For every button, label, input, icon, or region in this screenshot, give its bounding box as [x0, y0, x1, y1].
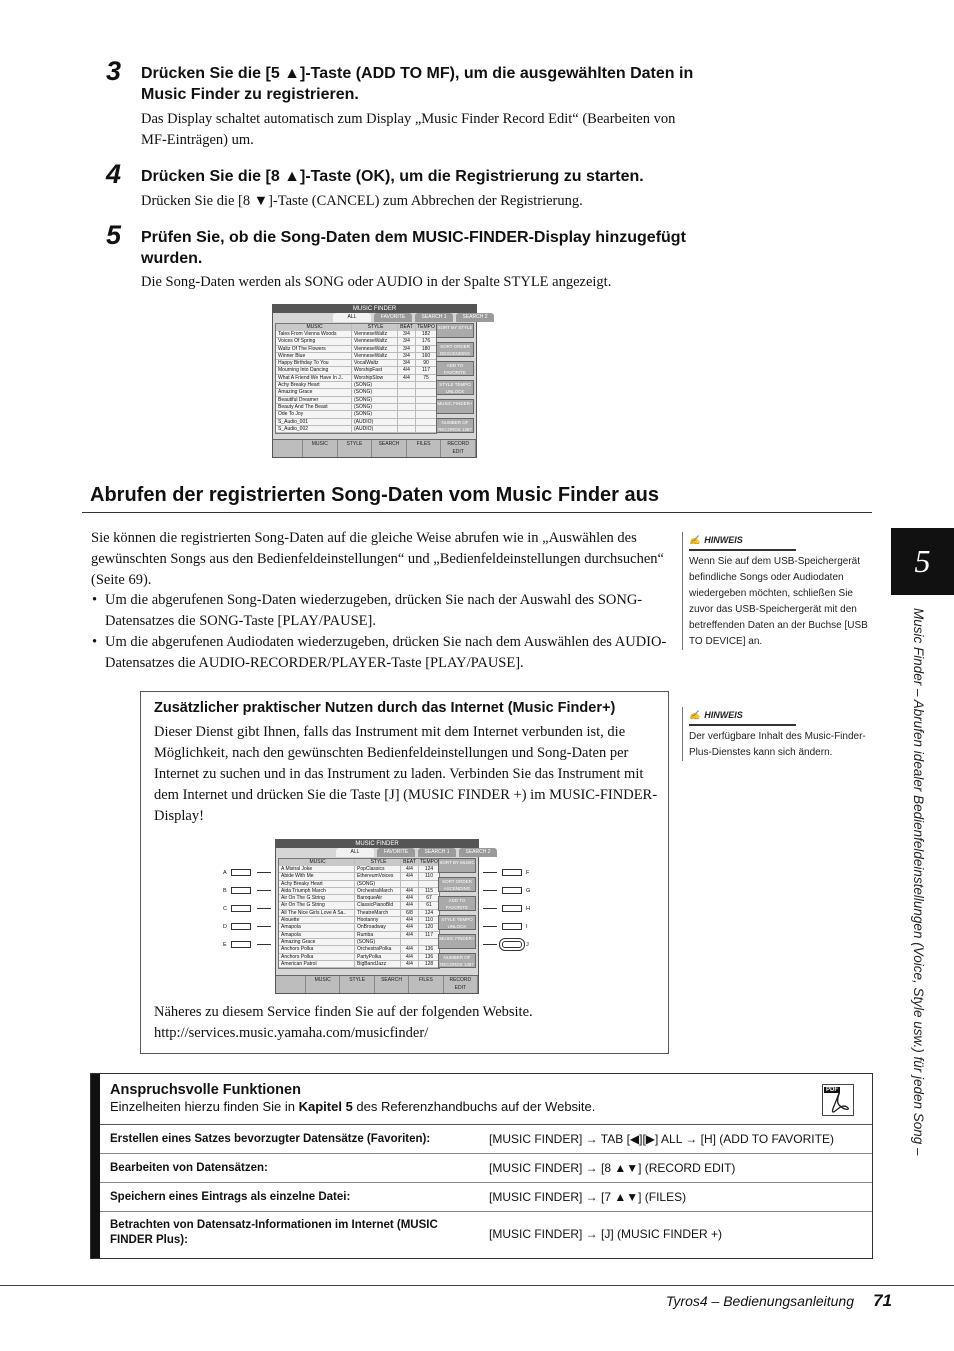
pointer-line [483, 908, 497, 909]
pointer-line [483, 872, 497, 873]
screen-table-cell [416, 426, 436, 432]
screen-table-cell [401, 881, 419, 887]
box-footer [154, 1002, 659, 1044]
screen-table-row[interactable] [276, 389, 436, 396]
row-label: Betrachten von Datensatz-Informationen im Internet (MUSIC FINDER Plus): [110, 1219, 438, 1246]
pointer-line [483, 890, 497, 891]
screen-bottom-cell[interactable]: RECORD EDIT [441, 440, 476, 457]
screen-side-button[interactable]: ADD TO FAVORITE [438, 896, 476, 911]
screen-table-cell: Voices Of Spring [276, 338, 352, 344]
row-label: Erstellen eines Satzes bevorzugter Datensätze (Favoriten): [110, 1133, 431, 1145]
screen-table-row[interactable] [279, 888, 439, 895]
screen-table-cell: Waltz Of The Flowers [276, 346, 352, 352]
col-tempo: TEMPO [420, 859, 438, 865]
note-header [689, 532, 796, 551]
screen-table-row[interactable] [276, 397, 436, 404]
screen-table-cell: 4/4 [401, 924, 419, 930]
col-music: MUSIC [276, 324, 352, 331]
panel-button[interactable] [231, 869, 251, 876]
screen-table-cell [416, 411, 436, 417]
screen-table-cell: Air On The G String [279, 902, 355, 908]
screen-table-cell: Alouette [279, 917, 355, 923]
screen-table-cell: WorshipSlow [352, 375, 398, 381]
step-4-heading: Drücken Sie die [8 ▲]-Taste (OK), um die Registrierung zu starten. [141, 168, 644, 185]
screen-table-row[interactable] [276, 426, 436, 433]
screen-bottom-cell[interactable]: SEARCH [372, 440, 407, 457]
website-link[interactable]: http://services.music.yamaha.com/musicfinder/ [154, 1025, 429, 1041]
screen-table-cell: 128 [424, 960, 434, 967]
panel-button-letter: H [526, 906, 530, 912]
footer-text [666, 1293, 854, 1309]
screen-table-cell: 136 [424, 946, 434, 953]
step-3-body: Das Display schaltet automatisch zum Display „Music Finder Record Edit“ (Bearbeiten von MF-Einträgen) um. [141, 111, 676, 148]
bullet-dot: • [92, 634, 98, 650]
table-side-bar [91, 1074, 100, 1258]
panel-button[interactable] [231, 923, 251, 930]
step-5-body: Die Song-Daten werden als SONG oder AUDIO in der Spalte STYLE angezeigt. [141, 274, 612, 290]
screen-table-cell: 4/4 [398, 375, 416, 381]
screen-bottom-cell[interactable]: STYLE [338, 440, 373, 457]
screen-table-cell: 67 [426, 895, 432, 902]
screen-table-cell: 110 [425, 873, 433, 880]
screen-bottom-cell[interactable]: FILES [409, 976, 443, 993]
panel-button[interactable] [502, 923, 522, 930]
screen-table-cell [398, 404, 416, 410]
footer-rule [0, 1285, 954, 1286]
screen-table-cell: (SONG) [352, 411, 398, 417]
screen-side-button[interactable]: MUSIC FINDER+ [438, 934, 476, 949]
page-number: 71 [873, 1291, 892, 1310]
screen-table-cell: Amapola [279, 932, 355, 938]
bullet-text: Um die abgerufenen Song-Daten wiederzugeben, drücken Sie nach der Auswahl des SONG-Datensatzes die SONG-Taste [PLAY/PAUSE]. [105, 592, 643, 629]
screen-side-button[interactable]: SORT BY MUSIC [438, 858, 476, 873]
panel-button-letter: A [223, 870, 227, 876]
screen-table-row[interactable] [276, 375, 436, 382]
screen-table-cell: S_Audio_001 [276, 419, 352, 425]
screen-table-cell: (SONG) [355, 881, 401, 887]
screen-tab: FAVORITE [374, 313, 412, 322]
panel-button[interactable] [502, 887, 522, 894]
pencil-icon: ✍ [689, 710, 701, 720]
screen-table-row[interactable] [279, 895, 439, 902]
table-row [100, 1212, 872, 1258]
screen-tab: SEARCH 1 [418, 848, 456, 857]
screen-table-row[interactable] [276, 353, 436, 360]
screen-table-cell: Winner Blue [276, 353, 352, 359]
pointer-line [257, 926, 271, 927]
screen-table-cell: 117 [422, 367, 430, 374]
screen-bottom-bar [273, 439, 476, 457]
note-label: HINWEIS [704, 710, 743, 720]
screen-table-row[interactable] [279, 946, 439, 953]
note-header [689, 707, 796, 726]
screen-table-cell: OrchestraPolka [355, 946, 401, 952]
step-4-body: Drücken Sie die [8 ▼]-Taste (CANCEL) zum Abbrechen der Registrierung. [141, 193, 583, 209]
screen-tab: SEARCH 1 [415, 313, 453, 322]
screen-table-cell: OrchestraMarch [355, 888, 401, 894]
screen-table-cell: Tales From Vienna Woods [276, 331, 352, 337]
note-text: Wenn Sie auf dem USB-Speichergerät befindliche Songs oder Audiodaten wiedergeben möchten, schließen Sie zuvor das USB-Speichergerät mit den betreffenden Daten an der Buchse [USB TO DEVICE] an. [689, 556, 868, 647]
screen-table-cell: 120 [424, 924, 434, 931]
table-row [100, 1154, 872, 1183]
screen-table-cell [416, 404, 436, 410]
screen-table-cell [398, 389, 416, 395]
advanced-functions-table [90, 1073, 873, 1259]
box-footer-text: Näheres zu diesem Service finden Sie auf der folgenden Website. [154, 1004, 533, 1020]
screen-table-cell: VienneseWaltz [352, 331, 398, 337]
panel-button-letter: J [526, 942, 529, 948]
screen-table-cell: 180 [421, 345, 431, 352]
music-finder-screenshot-1 [272, 304, 488, 458]
screen-table-row[interactable] [276, 338, 436, 345]
screen-table-row[interactable] [279, 954, 439, 961]
screen-table-cell: Beautiful Dreamer [276, 397, 352, 403]
screen-table-cell: 3/4 [398, 360, 416, 366]
screen-table-cell: (SONG) [352, 389, 398, 395]
screen-table-cell [416, 419, 436, 425]
screen-table-cell [419, 881, 439, 887]
screen-table-cell [398, 397, 416, 403]
step-3-number: 3 [106, 56, 122, 86]
panel-button[interactable] [502, 941, 522, 948]
music-finder-screenshot-2 [275, 839, 491, 994]
screen-table-cell: 4/4 [401, 888, 419, 894]
screen-side-button[interactable]: NUMBER OF RECORDS 1357 [436, 418, 474, 433]
screen-table-row[interactable] [279, 961, 439, 968]
bullet-item [91, 632, 671, 674]
screen-table-cell: 4/4 [401, 932, 419, 938]
note-label: HINWEIS [704, 535, 743, 545]
pointer-line [483, 926, 497, 927]
screen-bottom-cell[interactable] [273, 440, 303, 457]
subtitle-text: Einzelheiten hierzu finden Sie in [110, 1099, 299, 1114]
screen-table-cell: S_Audio_002 [276, 426, 352, 432]
pointer-line [483, 944, 497, 945]
row-value: [MUSIC FINDER] → [8 ▲▼] (RECORD EDIT) [489, 1161, 736, 1175]
row-label: Speichern eines Eintrags als einzelne Datei: [110, 1191, 351, 1203]
screen-tabs [273, 313, 488, 322]
screen-bottom-cell[interactable] [276, 976, 306, 993]
col-style: STYLE [352, 324, 398, 331]
screen-table-row[interactable] [279, 910, 439, 917]
screen-table-cell: 124 [424, 909, 434, 916]
screen-table-cell: Anchors Polka [279, 946, 355, 952]
panel-button-letter: B [223, 888, 227, 894]
screen-table-row[interactable] [276, 367, 436, 374]
screen-tab: ALL [336, 848, 374, 857]
screen-table-cell: Mourning Into Dancing [276, 367, 352, 373]
note-music-finder-plus [682, 707, 872, 761]
pdf-label: PDF [826, 1087, 838, 1093]
screen-table-cell: VienneseWaltz [352, 353, 398, 359]
row-value: [MUSIC FINDER] → TAB [◀][▶] ALL → [H] (ADD TO FAVORITE) [489, 1132, 834, 1146]
screen-table-cell: 117 [425, 931, 433, 938]
screen-table-cell: Hootanny [355, 917, 401, 923]
screen-table-cell: Ode To Joy [276, 411, 352, 417]
pointer-line [257, 890, 271, 891]
subtitle-text: des Referenzhandbuchs auf der Website. [352, 1099, 596, 1114]
row-value: [MUSIC FINDER] → [J] (MUSIC FINDER +) [489, 1227, 723, 1241]
screen-table-cell: Rumba [355, 932, 401, 938]
screen-table-row[interactable] [276, 382, 436, 389]
screen-table-cell: PartyPolka [355, 954, 401, 960]
pdf-icon [822, 1084, 854, 1116]
screen-table-cell: 75 [423, 374, 429, 381]
subtitle-chapter: Kapitel 5 [298, 1099, 353, 1114]
panel-button[interactable] [502, 905, 522, 912]
screen-table-cell: (AUDIO) [352, 426, 398, 432]
screen-side-button[interactable]: SORT ORDER DESCENDING [436, 342, 474, 357]
screen-bottom-cell[interactable]: SEARCH [375, 976, 409, 993]
screen-table-cell: 182 [421, 331, 431, 337]
section-rule [82, 512, 872, 513]
intro-paragraph: Sie können die registrierten Song-Daten auf die gleiche Weise abrufen wie in „Auswählen des gewünschten Songs aus den Bedienfeldeinstellungen“ und „Bedienfeldeinstellungen durchsuchen“ (Seite 69). [91, 530, 664, 588]
screen-bottom-cell[interactable]: FILES [407, 440, 442, 457]
screen-table-cell [398, 419, 416, 425]
screen-table-cell: (SONG) [352, 397, 398, 403]
box-body: Dieser Dienst gibt Ihnen, falls das Instrument mit dem Internet verbunden ist, die Möglichkeit, nach den gewünschten Bedienfeldeinstellungen und Song-Daten per Internet zu suchen und in das Instrument zu laden. Verbinden Sie das Instrument mit dem Internet und drücken Sie die Taste [J] (MUSIC FINDER +) im MUSIC-FINDER-Display! [154, 724, 658, 824]
screen-table-row[interactable] [279, 924, 439, 931]
screen-table-cell: 124 [424, 866, 434, 872]
note-text: Der verfügbare Inhalt des Music-Finder-Plus-Dienstes kann sich ändern. [689, 731, 866, 758]
chapter-tab: 5 [891, 528, 954, 595]
screen-table-cell: VienneseWaltz [352, 346, 398, 352]
panel-button-letter: G [526, 888, 531, 894]
screen-table-cell: 4/4 [401, 946, 419, 952]
screen-table-cell: (SONG) [352, 404, 398, 410]
screen-side-button[interactable]: STYLE TEMPO UNLOCK [436, 380, 474, 395]
screen-tab: SEARCH 2 [459, 848, 497, 857]
table-title: Anspruchsvolle Funktionen [110, 1082, 301, 1098]
step-4-number: 4 [106, 159, 122, 189]
screen-table-cell: 90 [423, 360, 429, 367]
screen-table-cell: Abide With Me [279, 873, 355, 879]
table-subtitle [110, 1099, 862, 1115]
screen-side-button[interactable]: SORT BY STYLE [436, 323, 474, 338]
screen-bottom-cell[interactable]: MUSIC [306, 976, 340, 993]
screen-table-cell: Anchors Polka [279, 954, 355, 960]
screen-table-cell: (SONG) [355, 939, 401, 945]
screen-table-cell: OnBroadway [355, 924, 401, 930]
screen-table-cell: Achy Breaky Heart [276, 382, 352, 388]
box-title: Zusätzlicher praktischer Nutzen durch das Internet (Music Finder+) [154, 700, 616, 716]
row-value: [MUSIC FINDER] → [7 ▲▼] (FILES) [489, 1190, 687, 1204]
screen-record-table [275, 323, 437, 434]
screen-table-cell: American Patrol [279, 961, 355, 967]
screen-table-cell: Aida Triumph March [279, 888, 355, 894]
screen-table-cell: 176 [421, 338, 431, 345]
panel-button[interactable] [231, 905, 251, 912]
screen-table-cell [398, 411, 416, 417]
panel-button-letter: F [526, 870, 530, 876]
screen-table-cell: BaroqueAir [355, 895, 401, 901]
screen-table-cell [416, 389, 436, 395]
screen-side-button[interactable]: STYLE TEMPO UNLOCK [438, 915, 476, 930]
screen-table-cell: 4/4 [401, 895, 419, 901]
col-beat: BEAT [398, 324, 416, 331]
panel-button[interactable] [231, 887, 251, 894]
screen-title: MUSIC FINDER [273, 305, 476, 313]
bullet-text: Um die abgerufenen Audiodaten wiederzugeben, drücken Sie nach dem Auswählen des AUDIO-Datensatzes die AUDIO-RECORDER/PLAYER-Taste [PLAY/PAUSE]. [105, 634, 667, 671]
screen-bottom-cell[interactable]: RECORD EDIT [444, 976, 478, 993]
screen-table-cell: A Mistral Joke [279, 866, 355, 872]
screen-record-table [278, 858, 440, 969]
screen-table-row[interactable] [279, 932, 439, 939]
step-5-number: 5 [106, 220, 122, 250]
panel-button[interactable] [231, 941, 251, 948]
panel-button[interactable] [502, 869, 522, 876]
screen-table-cell: Amazing Grace [279, 939, 355, 945]
screen-bottom-cell[interactable]: MUSIC [303, 440, 338, 457]
screen-table-row[interactable] [279, 881, 439, 888]
screen-table-cell: PopClassics [355, 866, 401, 872]
screen-table-row[interactable] [279, 939, 439, 946]
screen-table-cell: (SONG) [352, 382, 398, 388]
table-row [100, 1125, 872, 1154]
screen-table-cell: 4/4 [401, 902, 419, 908]
screen-table-cell [416, 382, 436, 388]
panel-button-letter: C [223, 906, 227, 912]
screen-table-cell: VocalWaltz [352, 360, 398, 366]
screen-table-row[interactable] [276, 331, 436, 338]
screen-table-cell: 3/4 [398, 346, 416, 352]
screen-table-cell [401, 939, 419, 945]
screen-table-cell: ClassicPianoBld [355, 902, 401, 908]
screen-table-row[interactable] [276, 411, 436, 418]
screen-table-cell: 61 [426, 902, 432, 909]
screen-table-cell: 160 [421, 352, 431, 359]
bullet-item [91, 590, 671, 632]
screen-table-cell: Amazing Grace [276, 389, 352, 395]
screen-title: MUSIC FINDER [276, 840, 478, 848]
pointer-line [257, 908, 271, 909]
screen-table-cell: 4/4 [401, 866, 419, 872]
screen-tab: SEARCH 2 [456, 313, 494, 322]
step-3-heading: Drücken Sie die [5 ▲]-Taste (ADD TO MF), um die ausgewählten Daten in Music Finder zu registrieren. [141, 65, 694, 103]
screen-table-row[interactable] [279, 866, 439, 873]
screen-table-cell: 110 [425, 917, 433, 924]
panel-button-letter: D [223, 924, 227, 930]
screen-table-cell [416, 397, 436, 403]
screen-side-button[interactable]: ADD TO FAVORITE [436, 361, 474, 376]
screen-table-cell: 3/4 [398, 331, 416, 337]
screen-table-cell: 136 [424, 953, 434, 960]
pencil-icon: ✍ [689, 535, 701, 545]
col-tempo: TEMPO [417, 324, 435, 330]
screen-table-cell: Amapola [279, 924, 355, 930]
screen-table-cell: 115 [425, 887, 433, 894]
row-label: Bearbeiten von Datensätzen: [110, 1162, 268, 1174]
table-header [100, 1074, 872, 1125]
step-5-heading: Prüfen Sie, ob die Song-Daten dem MUSIC-FINDER-Display hinzugefügt wurden. [141, 229, 686, 267]
screen-table-cell: What A Friend We Have In J.. [276, 375, 352, 381]
screen-table-row[interactable] [276, 346, 436, 353]
col-beat: BEAT [401, 859, 419, 866]
section-title: Abrufen der registrierten Song-Daten vom Music Finder aus [90, 484, 659, 506]
screen-table-row[interactable] [276, 360, 436, 367]
screen-table-cell: 3/4 [398, 338, 416, 344]
pointer-line [257, 944, 271, 945]
note-usb [682, 532, 872, 650]
screen-side-button[interactable]: MUSIC FINDER+ [436, 399, 474, 414]
screen-table-row[interactable] [276, 419, 436, 426]
panel-button-letter: E [223, 942, 227, 948]
screen-table-cell: 4/4 [401, 873, 419, 879]
side-running-title [906, 608, 932, 1248]
screen-table-cell: 4/4 [401, 961, 419, 967]
screen-table-header [276, 324, 436, 331]
screen-table-cell: WorshipFast [352, 367, 398, 373]
screen-table-cell: 4/4 [401, 917, 419, 923]
screen-table-cell [398, 426, 416, 432]
screen-table-cell: 4/4 [398, 367, 416, 373]
screen-table-cell: TheatreMarch [355, 910, 401, 916]
screen-table-cell: VienneseWaltz [352, 338, 398, 344]
screen-table-header [279, 859, 439, 866]
screen-table-row[interactable] [279, 873, 439, 880]
screen-table-cell: Beauty And The Beast [276, 404, 352, 410]
screen-bottom-bar [276, 975, 478, 993]
screen-side-buttons [436, 323, 474, 437]
screen-table-cell [419, 939, 439, 945]
screen-table-cell: BigBandJazz [355, 961, 401, 967]
screen-table-row[interactable] [276, 404, 436, 411]
screen-table-row[interactable] [279, 902, 439, 909]
screen-table-row[interactable] [279, 917, 439, 924]
screen-table-cell: EthereumVoices [355, 873, 401, 879]
col-music: MUSIC [279, 859, 355, 866]
bullet-dot: • [92, 592, 98, 608]
screen-table-cell: 3/4 [398, 353, 416, 359]
table-row [100, 1183, 872, 1212]
pointer-line [257, 872, 271, 873]
screen-side-button[interactable]: NUMBER OF RECORDS 1357 [438, 953, 476, 968]
screen-table-cell: Happy Birthday To You [276, 360, 352, 366]
screen-table-cell: 6/8 [401, 910, 419, 916]
side-title-text: Music Finder – Abrufen idealer Bedienfeldeinstellungen (Voice, Style usw.) für jeden Song – [911, 608, 926, 1156]
screen-table-cell [398, 382, 416, 388]
panel-button-letter: I [526, 924, 528, 930]
screen-side-button[interactable]: SORT ORDER ASCENDING [438, 877, 476, 892]
screen-table-cell: Air On The G String [279, 895, 355, 901]
screen-table-cell: Achy Breaky Heart [279, 881, 355, 887]
screen-tab: ALL [333, 313, 371, 322]
screen-table-cell: All The Nice Girls Love A Sa.. [279, 910, 355, 916]
screen-tab: FAVORITE [377, 848, 415, 857]
screen-tabs [276, 848, 491, 857]
col-style: STYLE [355, 859, 401, 866]
screen-side-buttons [438, 858, 476, 972]
screen-table-cell: 4/4 [401, 954, 419, 960]
manual-name: Tyros4 – Bedienungsanleitung [665, 1293, 854, 1309]
screen-bottom-cell[interactable]: STYLE [340, 976, 374, 993]
screen-table-cell: (AUDIO) [352, 419, 398, 425]
